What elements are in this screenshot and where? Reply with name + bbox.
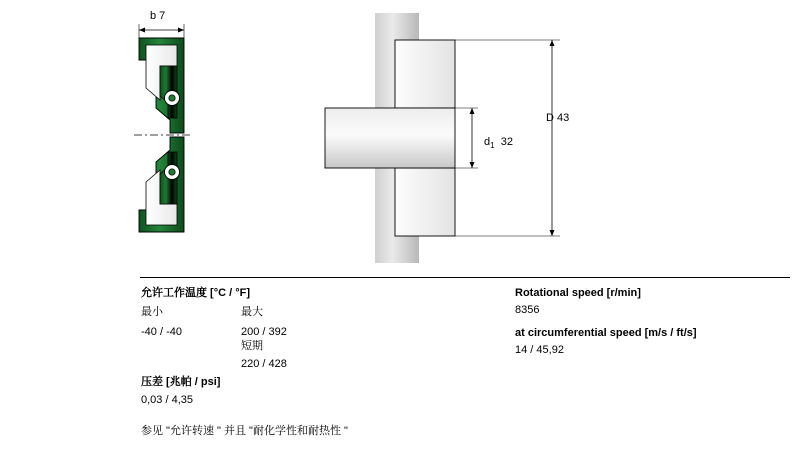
seal-upper-half [139,38,184,133]
temp-min-values: -40 / -40 [141,325,182,338]
circumferential-speed-value: 14 / 45,92 [515,343,564,356]
temp-short-term-label: 短期 [241,339,263,352]
temperature-heading: 允许工作温度 [°C / °F] [141,287,251,299]
temp-max-values: 200 / 392 [241,325,287,338]
width-dimension [139,24,184,38]
circumferential-speed-heading: at circumferential speed [m/s / ft/s] [515,326,697,339]
shaft [325,108,455,168]
inner-diameter-subscript: 1 [490,141,495,151]
seal-cross-section-drawing [100,8,300,268]
rotational-speed-heading: Rotational speed [r/min] [515,287,641,299]
temp-min-label: 最小 [141,305,163,318]
speed-panel [515,286,795,357]
rotational-speed-value: 8356 [515,303,540,316]
pressure-heading: 压差 [兆帕 / psi] [141,375,221,388]
d1-dimension [455,108,478,168]
inner-diameter-label [484,136,513,150]
inner-diameter-value: 32 [500,136,513,148]
seal-lower-half [139,137,184,232]
temp-max-label: 最大 [241,305,263,318]
shaft-housing-drawing [320,8,620,268]
inner-diameter-symbol: d [484,136,491,148]
upper-plate [395,40,455,108]
temperature-table [141,305,471,370]
pressure-values: 0,03 / 4,35 [141,393,193,406]
lower-plate [395,168,455,236]
temperature-pressure-panel [141,286,471,438]
horizontal-divider [140,277,790,278]
temp-short-term-values: 220 / 428 [241,357,287,370]
outer-diameter-label [546,112,569,124]
seal-width-label: b 7 [150,10,166,22]
outer-diameter-text: D 43 [546,112,570,124]
reference-note: 参见 "允许转速 " 并且 "耐化学性和耐热性 " [141,424,348,437]
